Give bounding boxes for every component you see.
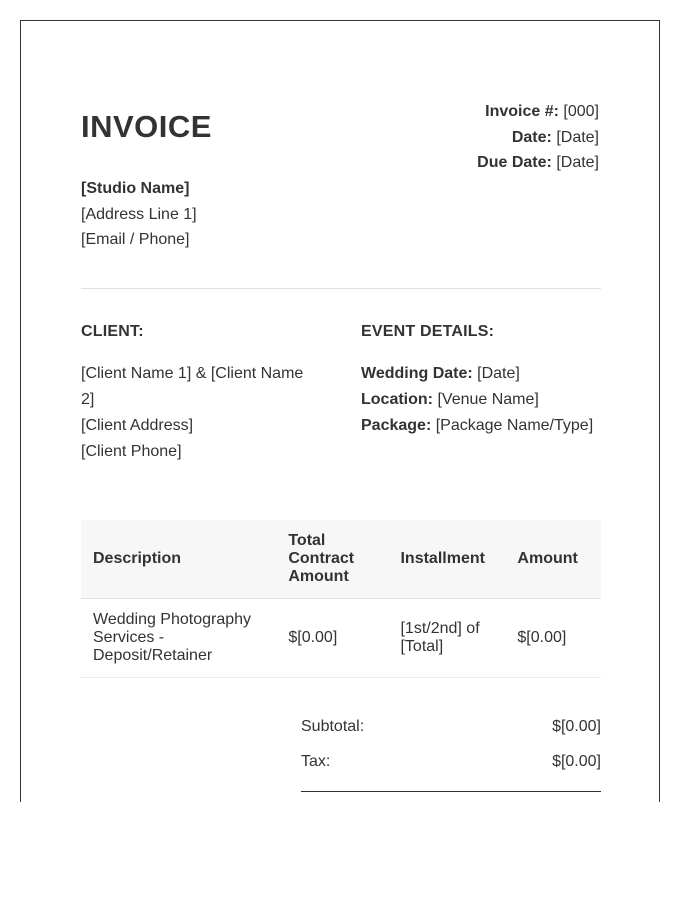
tax-label: Tax: xyxy=(301,753,331,770)
package-label: Package: xyxy=(361,417,432,434)
line-items-table xyxy=(81,520,601,678)
client-heading: CLIENT: xyxy=(81,323,144,340)
totals-section xyxy=(301,709,601,792)
client-phone: [Client Phone] xyxy=(81,443,182,460)
studio-info xyxy=(81,176,197,253)
wedding-date-value: [Date] xyxy=(477,365,520,382)
invoice-meta xyxy=(477,99,599,176)
location-label: Location: xyxy=(361,391,433,408)
invoice-date-label: Date: xyxy=(511,128,552,146)
invoice-date-line xyxy=(477,125,599,151)
subtotal-value: $[0.00] xyxy=(552,718,601,735)
event-info xyxy=(361,361,611,439)
invoice-title: INVOICE xyxy=(81,109,212,144)
invoice-date-value: [Date] xyxy=(556,128,599,146)
table-row xyxy=(81,599,601,678)
invoice-number-line xyxy=(477,99,599,125)
cell-description: Wedding Photography Services - Deposit/Retainer xyxy=(81,599,276,678)
location-value: [Venue Name] xyxy=(437,391,539,408)
wedding-date-line xyxy=(361,361,611,387)
studio-name: [Studio Name] xyxy=(81,180,190,197)
wedding-date-label: Wedding Date: xyxy=(361,365,473,382)
package-line xyxy=(361,413,611,439)
invoice-page xyxy=(20,20,660,802)
column-header-amount: Amount xyxy=(505,520,601,599)
client-info xyxy=(81,361,321,465)
invoice-number-value: [000] xyxy=(563,103,599,120)
column-header-description: Description xyxy=(81,520,276,599)
subtotal-row xyxy=(301,709,601,744)
tax-row xyxy=(301,744,601,779)
cell-amount: $[0.00] xyxy=(505,599,601,678)
location-line xyxy=(361,387,611,413)
invoice-number-label: Invoice #: xyxy=(485,103,559,120)
tax-value: $[0.00] xyxy=(552,753,601,770)
package-value: [Package Name/Type] xyxy=(435,417,594,434)
invoice-due-date-line xyxy=(477,150,599,176)
event-details-heading: EVENT DETAILS: xyxy=(361,323,495,340)
cell-total-contract-amount: $[0.00] xyxy=(276,599,388,678)
studio-contact: [Email / Phone] xyxy=(81,231,190,248)
invoice-due-date-label: Due Date: xyxy=(477,154,552,171)
table-header-row xyxy=(81,520,601,599)
studio-address: [Address Line 1] xyxy=(81,205,197,223)
client-address: [Client Address] xyxy=(81,417,194,434)
invoice-due-date-value: [Date] xyxy=(556,154,599,171)
column-header-installment: Installment xyxy=(388,520,505,599)
subtotal-label: Subtotal: xyxy=(301,718,365,735)
column-header-total-contract-amount: Total Contract Amount xyxy=(276,520,388,599)
cell-installment: [1st/2nd] of [Total] xyxy=(388,599,505,678)
header-divider xyxy=(81,288,601,289)
totals-divider xyxy=(301,791,601,792)
client-names: [Client Name 1] & [Client Name 2] xyxy=(81,365,304,408)
